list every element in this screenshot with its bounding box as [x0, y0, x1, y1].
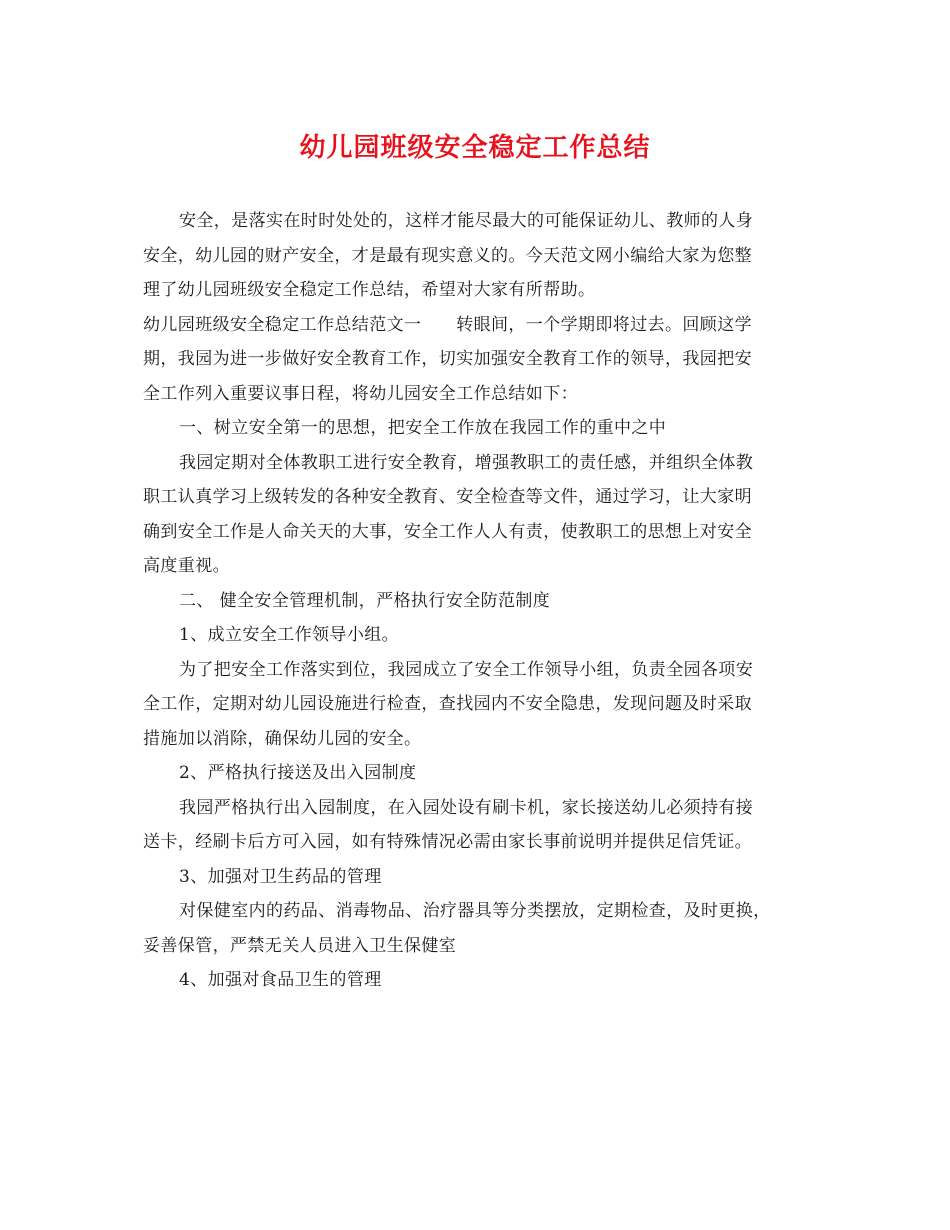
paragraph	[143, 860, 808, 895]
paragraph	[143, 791, 808, 860]
text-line: 高度重视。	[143, 556, 230, 576]
text-line: 安全，是落实在时时处处的，这样才能尽最大的可能保证幼儿、教师的人身	[179, 211, 754, 231]
paragraph	[143, 653, 808, 757]
text-line: 对保健室内的药品、消毒物品、治疗器具等分类摆放，定期检查，及时更换，	[179, 901, 771, 921]
text-line: 全工作列入重要议事日程，将幼儿园安全工作总结如下：	[143, 383, 578, 404]
paragraph	[143, 204, 808, 308]
paragraph	[143, 963, 808, 998]
paragraph	[143, 756, 808, 791]
paragraph	[143, 618, 808, 653]
paragraph	[143, 308, 808, 412]
text-line: 职工认真学习上级转发的各种安全教育、安全检查等文件，通过学习，让大家明	[143, 487, 752, 507]
text-line: 1、成立安全工作领导小组。	[179, 625, 400, 645]
text-line: 安全，幼儿园的财产安全，才是最有现实意义的。今天范文网小编给大家为您整	[143, 245, 752, 266]
text-line: 二、 健全安全管理机制，严格执行安全防范制度	[179, 590, 551, 611]
paragraph	[143, 894, 808, 963]
document-body	[143, 204, 808, 998]
text-line: 理了幼儿园班级安全稳定工作总结，希望对大家有所帮助。	[143, 280, 596, 300]
text-line: 期，我园为进一步做好安全教育工作，切实加强安全教育工作的领导，我园把安	[143, 349, 752, 369]
text-line: 4、加强对食品卫生的管理	[179, 970, 382, 990]
text-line: 送卡，经刷卡后方可入园，如有特殊情况必需由家长事前说明并提供足信凭证。	[143, 832, 752, 852]
paragraph	[143, 411, 808, 446]
paragraph	[143, 584, 808, 619]
text-line: 2、严格执行接送及出入园制度	[179, 763, 417, 783]
paragraph	[143, 446, 808, 584]
text-line: 全工作，定期对幼儿园设施进行检查，查找园内不安全隐患，发现问题及时采取	[143, 694, 752, 714]
text-line: 3、加强对卫生药品的管理	[179, 866, 382, 887]
text-line: 妥善保管，严禁无关人员进入卫生保健室	[143, 935, 457, 956]
text-line: 为了把安全工作落实到位，我园成立了安全工作领导小组，负责全园各项安	[179, 659, 754, 680]
text-line: 确到安全工作是人命关天的大事，安全工作人人有责，使教职工的思想上对安全	[143, 521, 752, 542]
text-line: 我园定期对全体教职工进行安全教育，增强教职工的责任感，并组织全体教	[179, 452, 754, 473]
text-line: 一、树立安全第一的思想，把安全工作放在我园工作的重中之中	[179, 418, 667, 438]
text-line: 幼儿园班级安全稳定工作总结范文一 转眼间，一个学期即将过去。回顾这学	[143, 314, 752, 335]
document-title: 幼儿园班级安全稳定工作总结	[299, 133, 651, 163]
text-line: 我园严格执行出入园制度，在入园处设有刷卡机，家长接送幼儿必须持有接	[179, 797, 754, 818]
text-line: 措施加以消除，确保幼儿园的安全。	[143, 728, 422, 749]
